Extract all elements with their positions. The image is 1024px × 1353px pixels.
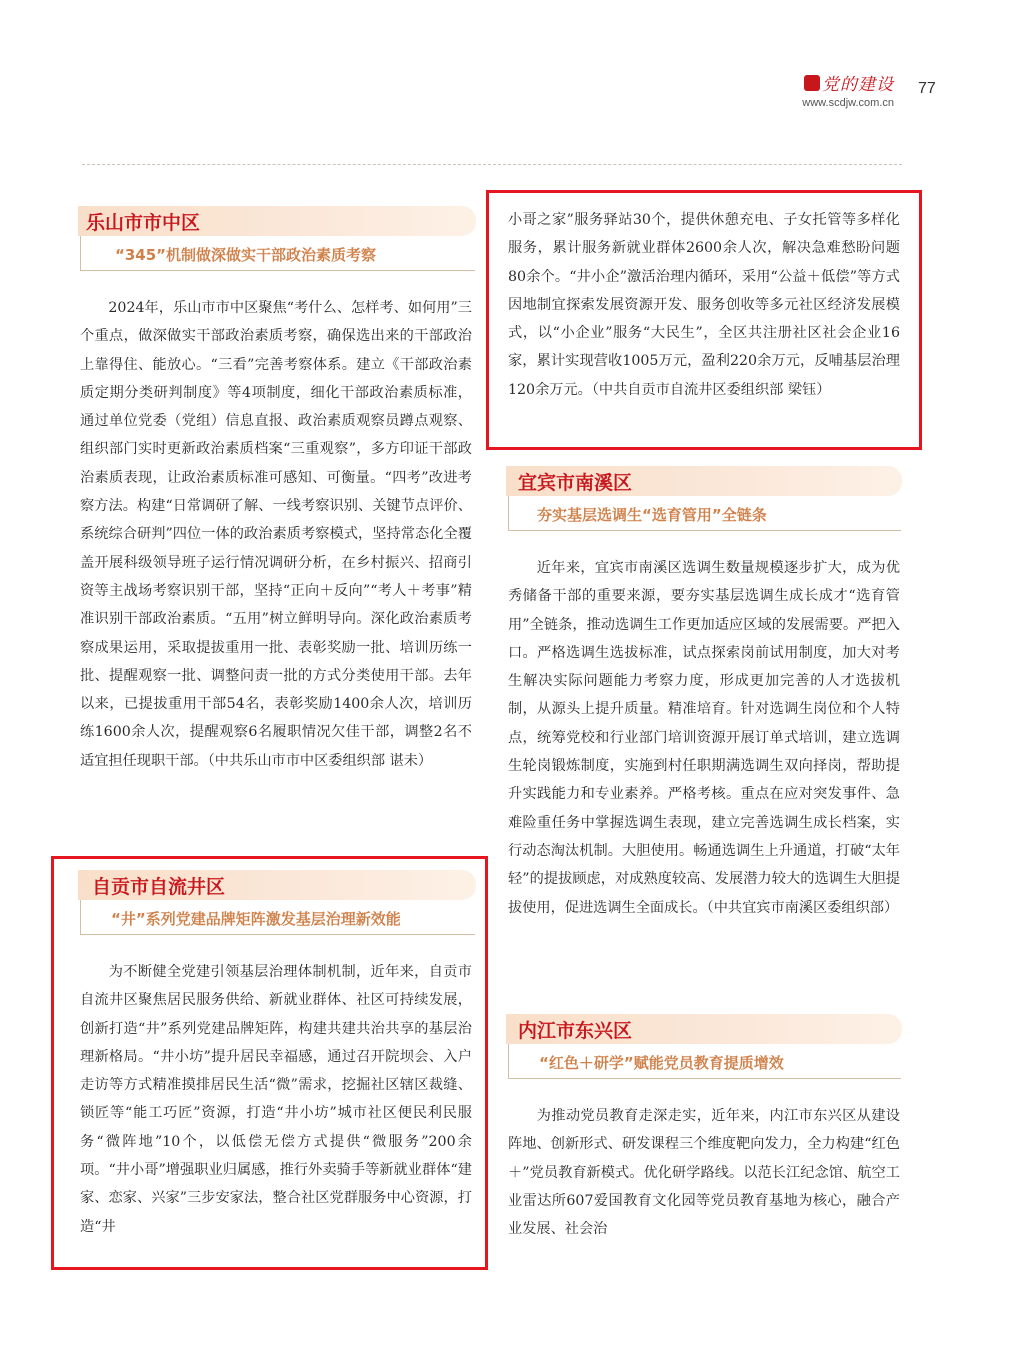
section-body-yibin	[508, 554, 900, 922]
subtitle-box	[508, 496, 901, 531]
region-name: 乐山市市中区	[86, 212, 201, 234]
section-subtitle: “345”机制做深做实干部政治素质考察	[115, 246, 377, 264]
section-header-leshan	[78, 206, 476, 270]
section-body-text: 为不断健全党建引领基层治理体制机制，近年来，自贡市自流井区聚焦居民服务供给、新就业群体、社区可持续发展，创新打造“井”系列党建品牌矩阵，构建共建共治共享的基层治理新格局。“井小坊”提升居民幸福感，通过召开院坝会、入户走访等方式精准摸排居民生活“微”需求，挖掘社区辖区裁缝、锁匠等“能工巧匠”资源，打造“井小坊”城市社区便民利民服务“微阵地”10个，以低偿无偿方式提供“微服务”200余项。“井小哥”增强职业归属感，推行外卖骑手等新就业群体“建家、恋家、兴家”三步安家法，整合社区党群服务中心资源，打造“井	[80, 964, 472, 1235]
region-name: 自贡市自流井区	[92, 876, 226, 898]
section-body-text: 近年来，宜宾市南溪区选调生数量规模逐步扩大，成为优秀储备干部的重要来源，要夯实基层选调生成长成才“选育管用”全链条，推动选调生工作更加适应区域的发展需要。严把入口。严格选调生选拔标准，试点探索岗前试用制度，加大对考生解决实际问题能力考察力度，形成更加完善的人才选拔机制，从源头上提升质量。精准培育。针对选调生岗位和个人特点，统筹党校和行业部门培训资源开展订单式培训，建立选调生轮岗锻炼制度，实施到村任职期满选调生双向择岗，帮助提升实践能力和专业素养。严格考核。重点在应对突发事件、急难险重任务中掌握选调生表现，建立完善选调生成长档案，实行动态淘汰机制。大胆使用。畅通选调生上升通道，打破“太年轻”的提拔顾虑，对成熟度较高、发展潜力较大的选调生大胆提拔使用，促进选调生全面成长。（中共宜宾市南溪区委组织部）	[508, 560, 900, 916]
logo-mark-icon	[804, 75, 820, 91]
section-body-text: 小哥之家”服务驿站30个，提供休憩充电、子女托管等多样化服务，累计服务新就业群体2600余人次，解决急难愁盼问题80余个。“井小企”激活治理内循环，采用“公益＋低偿”等方式因地制宜探索发展资源开发、服务创收等多元社区经济发展模式，以“小企业”服务“大民生”，全区共注册社区社会企业16家，累计实现营收1005万元，盈利220余万元，反哺基层治理120余万元。（中共自贡市自流井区委组织部 梁钰）	[508, 212, 900, 398]
section-subtitle: 夯实基层选调生“选育管用”全链条	[537, 506, 767, 524]
logo-text: 党的建设	[822, 75, 894, 95]
section-header-zigong	[78, 870, 476, 934]
magazine-logo	[802, 70, 894, 109]
section-body-leshan	[80, 294, 472, 775]
subtitle-box	[80, 900, 475, 935]
section-body-zigong	[80, 958, 472, 1241]
section-header-neijiang	[506, 1014, 902, 1078]
section-body-text: 2024年，乐山市市中区聚焦“考什么、怎样考、如何用”三个重点，做深做实干部政治素质考察，确保选出来的干部政治上靠得住、能放心。“三看”完善考察体系。建立《干部政治素质定期分类研判制度》等4项制度，细化干部政治素质标准，通过单位党委（党组）信息直报、政治素质观察员蹲点观察、组织部门实时更新政治素质档案“三重观察”，多方印证干部政治素质表现，让政治素质标准可感知、可衡量。“四考”改进考察方法。构建“日常调研了解、一线考察识别、关键节点评价、系统综合研判”四位一体的政治素质考察模式，坚持常态化全覆盖开展科级领导班子运行情况调研分析，在乡村振兴、招商引资等主战场考察识别干部，坚持“正向＋反向”“考人＋考事”精准识别干部政治素质。“五用”树立鲜明导向。深化政治素质考察成果运用，采取提拔重用一批、表彰奖励一批、培训历练一批、提醒观察一批、调整问责一批的方式分类使用干部。去年以来，已提拔重用干部54名，表彰奖励1400余人次，培训历练1600余人次，提醒观察6名履职情况欠佳干部，调整2名不适宜担任现职干部。（中共乐山市市中区委组织部 谌未）	[80, 300, 472, 769]
section-body-text: 为推动党员教育走深走实，近年来，内江市东兴区从建设阵地、创新形式、研发课程三个维度靶向发力，全力构建“红色＋”党员教育新模式。优化研学路线。以范长江纪念馆、航空工业雷达所607爱国教育文化园等党员教育基地为核心，融合产业发展、社会治	[508, 1108, 900, 1238]
site-url: www.scdjw.com.cn	[802, 97, 894, 109]
top-divider	[82, 164, 902, 165]
region-name: 内江市东兴区	[518, 1020, 633, 1042]
section-body-zigong-continued	[508, 206, 900, 404]
section-header-yibin	[506, 466, 902, 530]
subtitle-box	[80, 236, 475, 271]
section-subtitle: “红色＋研学”赋能党员教育提质增效	[539, 1054, 784, 1072]
section-body-neijiang	[508, 1102, 900, 1243]
subtitle-box	[508, 1044, 901, 1079]
page-number: 77	[918, 80, 936, 97]
region-name: 宜宾市南溪区	[518, 472, 633, 494]
section-subtitle: “井”系列党建品牌矩阵激发基层治理新效能	[111, 910, 401, 928]
